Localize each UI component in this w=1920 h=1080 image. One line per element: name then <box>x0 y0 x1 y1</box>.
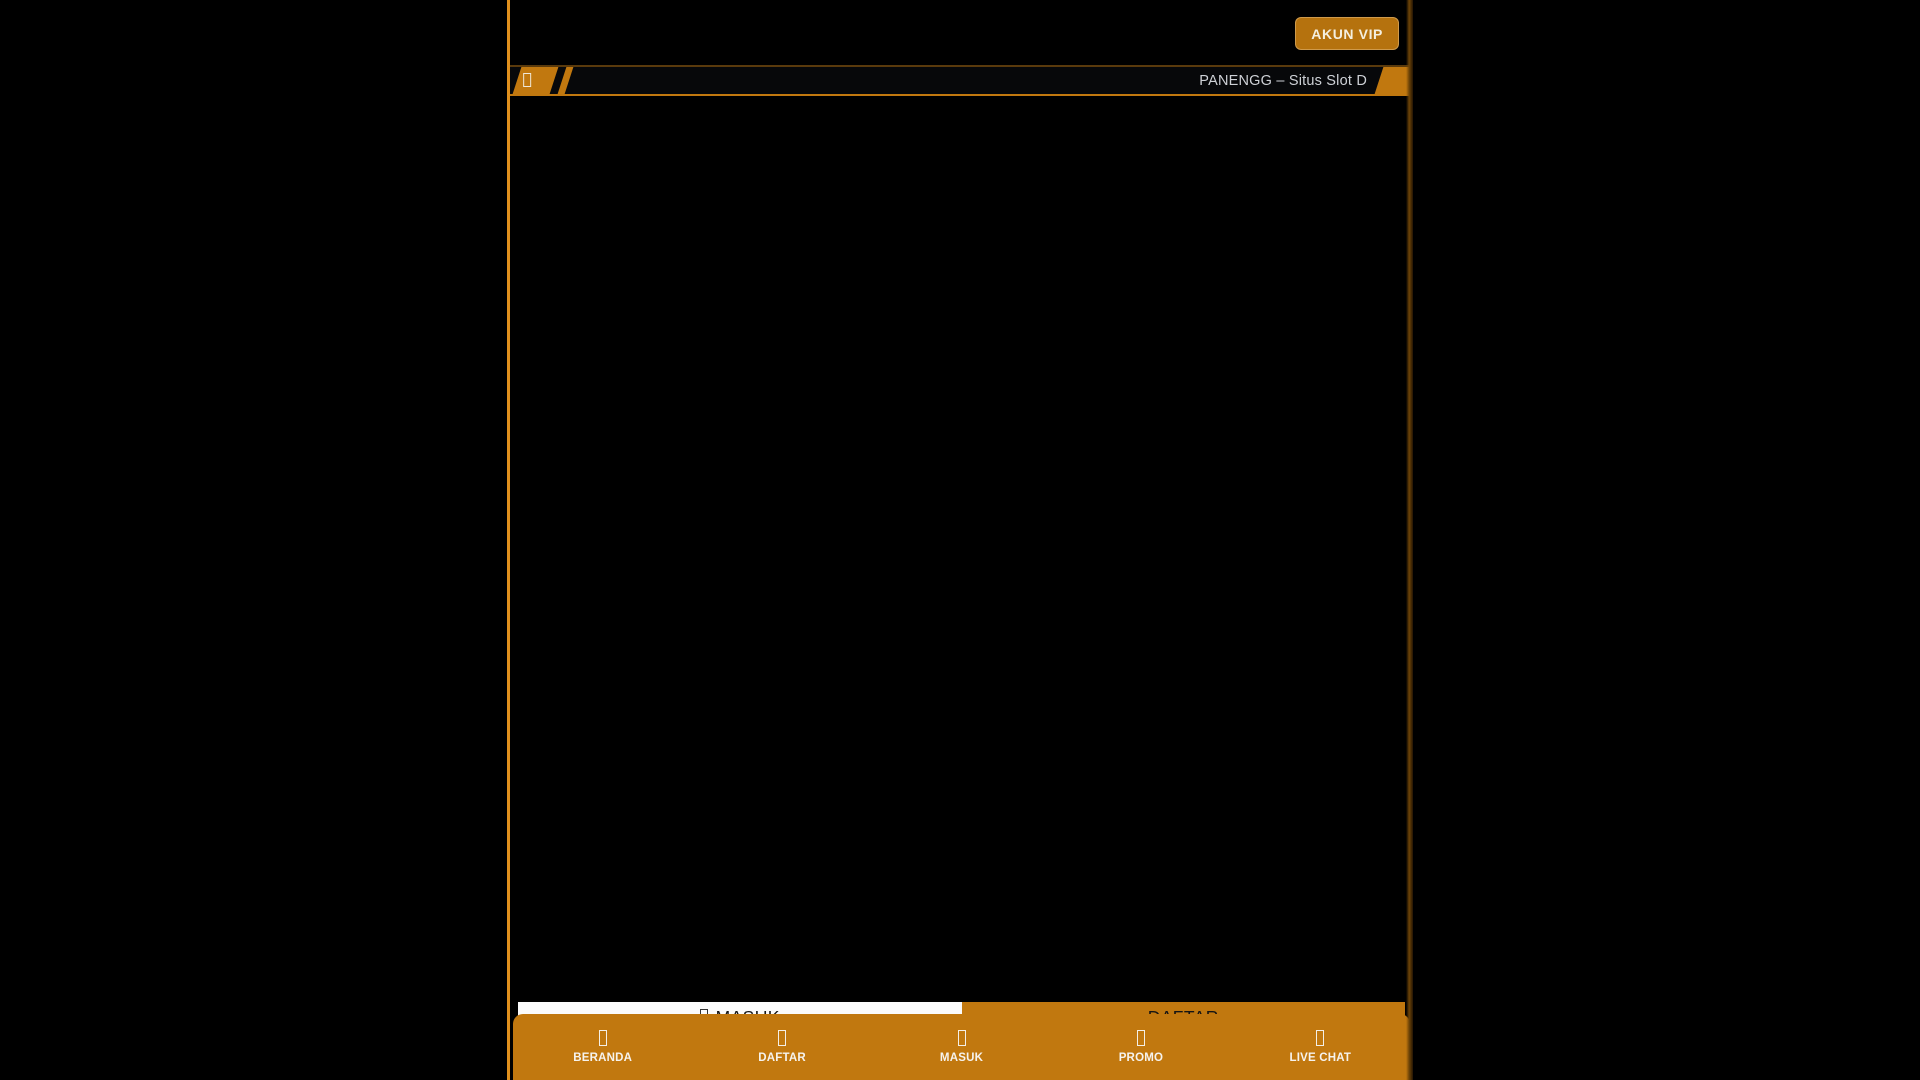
announcement-icon <box>523 73 531 87</box>
home-icon <box>599 1030 607 1046</box>
nav-item-label: LIVE CHAT <box>1289 1052 1352 1064</box>
nav-item-label: PROMO <box>1118 1052 1164 1064</box>
ticker-marquee-text: PANENGG – Situs Slot D <box>1199 72 1367 89</box>
nav-item-label: MASUK <box>939 1052 984 1064</box>
nav-item-live-chat[interactable] <box>1231 1014 1410 1080</box>
nav-item-beranda[interactable] <box>513 1014 692 1080</box>
login-icon <box>958 1030 966 1046</box>
container-right-glow <box>1406 0 1413 1080</box>
nav-item-daftar[interactable] <box>692 1014 871 1080</box>
nav-item-masuk[interactable] <box>872 1014 1051 1080</box>
site-container <box>507 0 1413 1080</box>
akun-vip-button[interactable]: AKUN VIP <box>1295 17 1399 50</box>
nav-item-label: BERANDA <box>573 1052 633 1064</box>
top-header <box>510 0 1413 65</box>
bottom-nav <box>513 1014 1410 1080</box>
live-chat-icon <box>1316 1030 1324 1046</box>
nav-item-label: DAFTAR <box>758 1052 806 1064</box>
nav-item-promo[interactable] <box>1051 1014 1230 1080</box>
announcement-ticker <box>510 65 1413 96</box>
page-content <box>510 96 1413 1002</box>
promo-icon <box>1137 1030 1145 1046</box>
ticker-left-cap <box>513 67 559 94</box>
register-icon <box>778 1030 786 1046</box>
